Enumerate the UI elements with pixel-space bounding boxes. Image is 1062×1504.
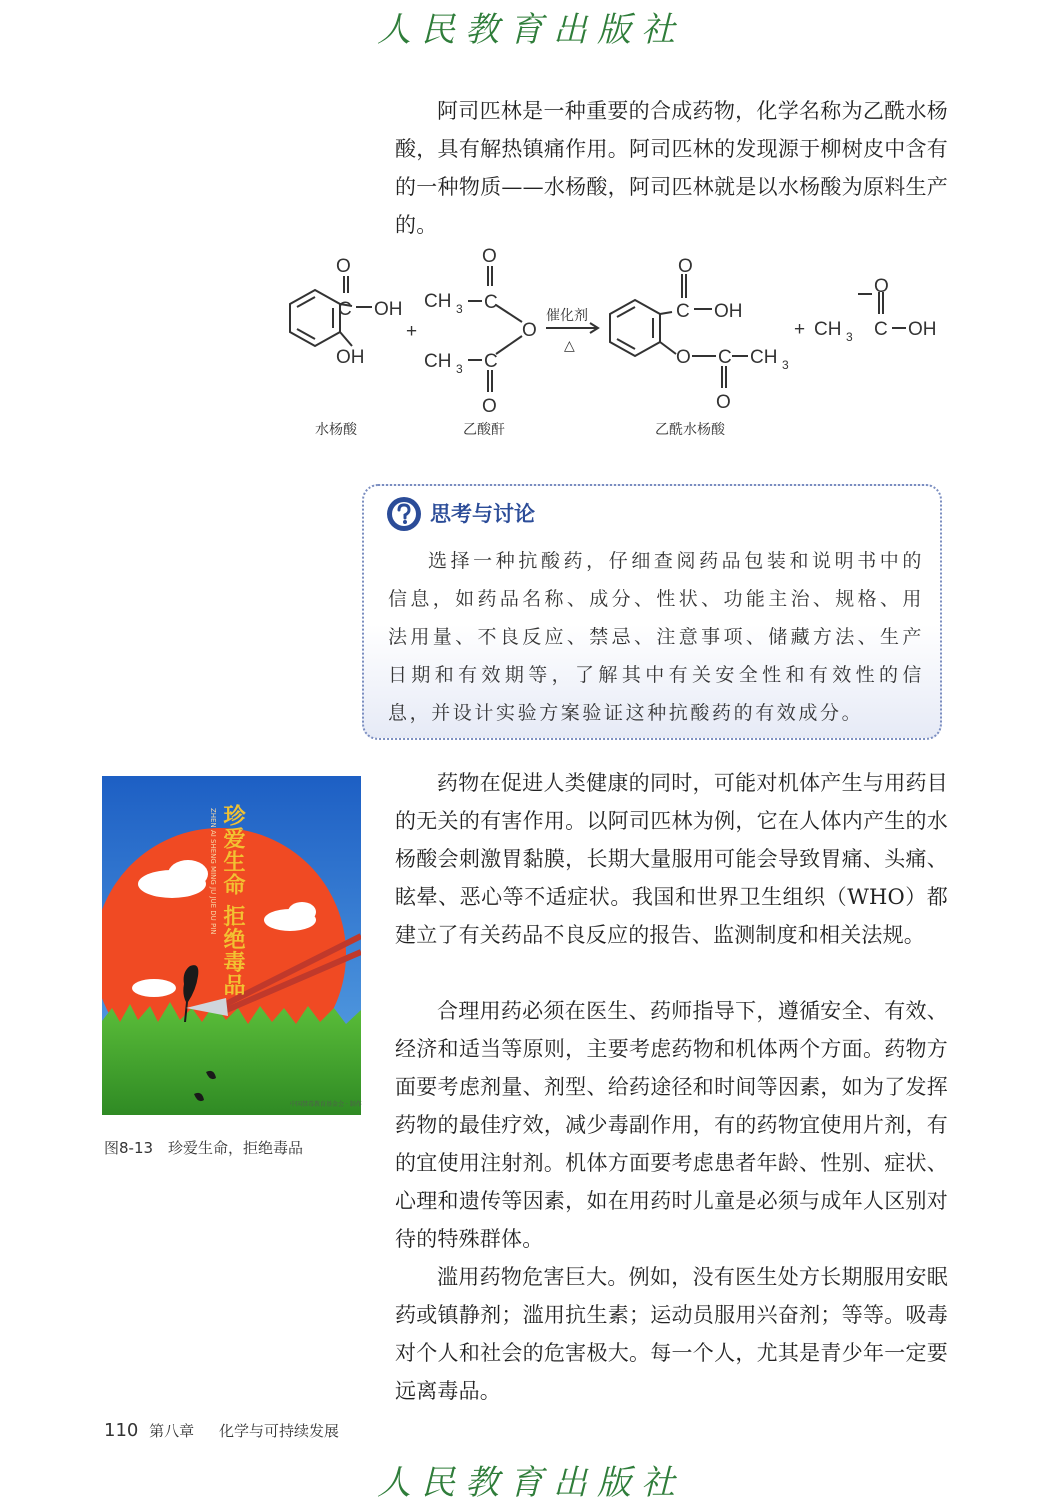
page-footer bbox=[104, 1420, 339, 1441]
paragraph-drug-abuse: 滥用药物危害巨大。例如，没有医生处方长期服用安眠药或镇静剂；滥用抗生素；运动员服用兴奋剂；等等。吸毒对个人和社会的危害极大。每一个人，尤其是青少年一定要远离毒品。 bbox=[395, 1265, 948, 1403]
page-number: 110 bbox=[104, 1420, 139, 1441]
svg-text:OH: OH bbox=[714, 301, 743, 322]
svg-text:O: O bbox=[482, 396, 497, 417]
svg-text:CH: CH bbox=[424, 351, 452, 372]
poster-subtitle: ZHEN AI SHENG MING JU JUE DU PIN bbox=[209, 808, 217, 935]
label-acetylsalicylic-acid: 乙酰水杨酸 bbox=[655, 421, 725, 437]
figure-caption: 图8-13 珍爱生命，拒绝毒品 bbox=[104, 1139, 304, 1157]
svg-text:C: C bbox=[484, 292, 498, 313]
svg-text:CH: CH bbox=[424, 291, 452, 312]
poster-slogan: 珍爱生命 拒绝毒品 bbox=[220, 804, 245, 997]
publisher-watermark-bottom: 人民教育出版社 bbox=[377, 1463, 685, 1503]
svg-text:催化剂: 催化剂 bbox=[546, 307, 588, 323]
svg-text:O: O bbox=[336, 256, 351, 277]
svg-text:OH: OH bbox=[336, 347, 365, 368]
svg-text:OH: OH bbox=[374, 299, 403, 320]
paragraph-adverse-effects: 药物在促进人类健康的同时，可能对机体产生与用药目的无关的有害作用。以阿司匹林为例，它在人体内产生的水杨酸会刺激胃黏膜，长期大量服用可能会导致胃痛、头痛、眩晕、恶心等不适症状。我国和世界卫生组织（WHO）都建立了有关药品不良反应的报告、监测制度和相关法规。 bbox=[395, 771, 948, 947]
svg-text:O: O bbox=[676, 347, 691, 368]
svg-text:C: C bbox=[676, 301, 690, 322]
svg-text:3: 3 bbox=[846, 330, 853, 344]
svg-text:C: C bbox=[874, 319, 888, 340]
poster-footer: 中国禁毒教育基金会 · 制作 bbox=[290, 1101, 362, 1108]
svg-text:O: O bbox=[522, 320, 537, 341]
chapter-title: 化学与可持续发展 bbox=[218, 1422, 339, 1440]
svg-text:△: △ bbox=[564, 337, 575, 353]
svg-text:O: O bbox=[874, 276, 889, 297]
paragraph-rational-use: 合理用药必须在医生、药师指导下，遵循安全、有效、经济和适当等原则，主要考虑药物和机体两个方面。药物方面要考虑剂量、剂型、给药途径和时间等因素，如为了发挥药物的最佳疗效，减少毒副作用，有的药物宜使用片剂，有的宜使用注射剂。机体方面要考虑患者年龄、性别、症状、心理和遗传等因素，如在用药时儿童是必须与成年人区别对待的特殊群体。 bbox=[395, 999, 948, 1251]
svg-text:O: O bbox=[716, 392, 731, 413]
svg-text:O: O bbox=[482, 246, 497, 267]
label-acetic-anhydride: 乙酸酐 bbox=[463, 421, 505, 437]
publisher-watermark-top: 人民教育出版社 bbox=[377, 10, 685, 50]
svg-text:C: C bbox=[338, 299, 352, 320]
intro-paragraph: 阿司匹林是一种重要的合成药物，化学名称为乙酰水杨酸，具有解热镇痛作用。阿司匹林的发现源于柳树皮中含有的一种物质——水杨酸，阿司匹林就是以水杨酸为原料生产的。 bbox=[395, 99, 948, 237]
svg-text:C: C bbox=[484, 351, 498, 372]
discussion-body: 选择一种抗酸药，仔细查阅药品包装和说明书中的信息，如药品名称、成分、性状、功能主治、规格、用法用量、不良反应、禁忌、注意事项、储藏方法、生产日期和有效期等，了解其中有关安全性和有效性的信息，并设计实验方案验证这种抗酸药的有效成分。 bbox=[388, 550, 924, 724]
svg-text:3: 3 bbox=[782, 358, 789, 372]
svg-text:OH: OH bbox=[908, 319, 937, 340]
svg-text:CH: CH bbox=[750, 347, 778, 368]
discussion-title: 思考与讨论 bbox=[430, 502, 535, 526]
svg-text:+: + bbox=[794, 319, 806, 340]
question-icon bbox=[386, 496, 422, 532]
discussion-box bbox=[362, 484, 942, 740]
svg-text:O: O bbox=[678, 256, 693, 277]
svg-text:C: C bbox=[718, 347, 732, 368]
reaction-equation bbox=[260, 240, 960, 450]
label-salicylic-acid: 水杨酸 bbox=[315, 421, 357, 437]
svg-text:+: + bbox=[406, 321, 418, 342]
svg-text:3: 3 bbox=[456, 362, 463, 376]
svg-text:CH: CH bbox=[814, 319, 842, 340]
svg-text:3: 3 bbox=[456, 302, 463, 316]
chapter-number: 第八章 bbox=[149, 1422, 195, 1440]
